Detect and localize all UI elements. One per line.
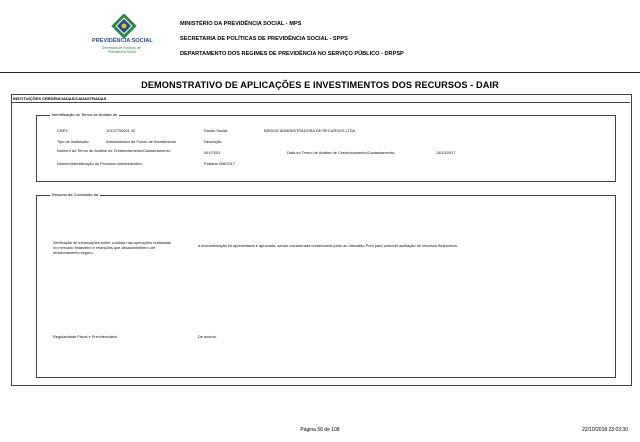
tipo-value: Administrador de Fundo de Investimento: [106, 139, 177, 144]
header-department: DEPARTAMENTO DOS REGIMES DE PREVIDÊNCIA NO SERVIÇO PÚBLICO - DRPSP: [180, 51, 404, 57]
verificacao-label-line2: no mercado financeiro e restrições que desaconselhem um: [53, 245, 156, 250]
data-termo-label: Data do Termo de Análise de Credenciamento/Cadastramento:: [287, 150, 396, 155]
tipo-label: Tipo de Instituição:: [57, 139, 90, 144]
header-ministry: MINISTÉRIO DA PREVIDÊNCIA SOCIAL - MPS: [180, 21, 302, 27]
razao-social-value: BRIDGE ADMINISTRADORA DE RECURSOS LTDA: [264, 128, 356, 133]
verificacao-label-line1: Verificação de informações sobre conduta nas operações realizadas: [53, 240, 171, 245]
previdencia-social-logo: [88, 14, 160, 64]
data-termo-value: 24/10/2017: [436, 150, 456, 155]
regularidade-value: De acordo.: [198, 334, 218, 339]
processo-label: Número/Identificação do Processo Administrativo:: [57, 161, 143, 166]
header-rule: [0, 72, 640, 73]
document-title: DEMONSTRATIVO DE APLICAÇÕES E INVESTIMENTOS DOS RECURSOS - DAIR: [141, 80, 499, 90]
verificacao-value: a documentação foi apresentada e aprovada, sendo considerada credenciada junto ao Jaboatão Prev para possível aceitação de recursos financeiros.: [198, 243, 458, 248]
regularidade-label: Regularidade Fiscal e Previdenciária:: [53, 334, 118, 339]
descricao-label: Descrição:: [204, 139, 223, 144]
print-timestamp: 22/10/2018 23:03:30: [582, 427, 628, 433]
numero-termo-value: 001/7003: [204, 150, 221, 155]
section-label: INSTITUIÇÕES CREDENCIADAS/CADASTRADAS: [13, 96, 107, 101]
verificacao-label-line3: relacionamento seguro:: [53, 250, 94, 255]
conclusion-box: [36, 195, 616, 378]
processo-value: Portaria 006/2017: [204, 161, 235, 166]
identification-legend: Identificação do Termo de Análise de: [52, 112, 118, 117]
logo-subtitle-line2: Previdência Social: [108, 50, 136, 54]
page-number: Página 56 de 108: [300, 427, 340, 433]
logo-brand-text: PREVIDÊNCIA SOCIAL: [92, 38, 153, 44]
section-divider: [11, 102, 630, 103]
cnpj-label: CNPJ:: [57, 128, 69, 133]
header-secretariat: SECRETARIA DE POLÍTICAS DE PREVIDÊNCIA SOCIAL - SPPS: [180, 36, 348, 42]
cnpj-value: 10137700001 42: [106, 128, 136, 133]
logo-subtitle-line1: Secretaria de Políticas de: [102, 46, 141, 50]
numero-termo-label: Número do Termo de Análise de Credenciamento/Cadastramento:: [57, 148, 171, 153]
razao-social-label: Razão Social:: [204, 128, 229, 133]
conclusion-legend: Resumo da Conclusão da: [52, 192, 99, 197]
